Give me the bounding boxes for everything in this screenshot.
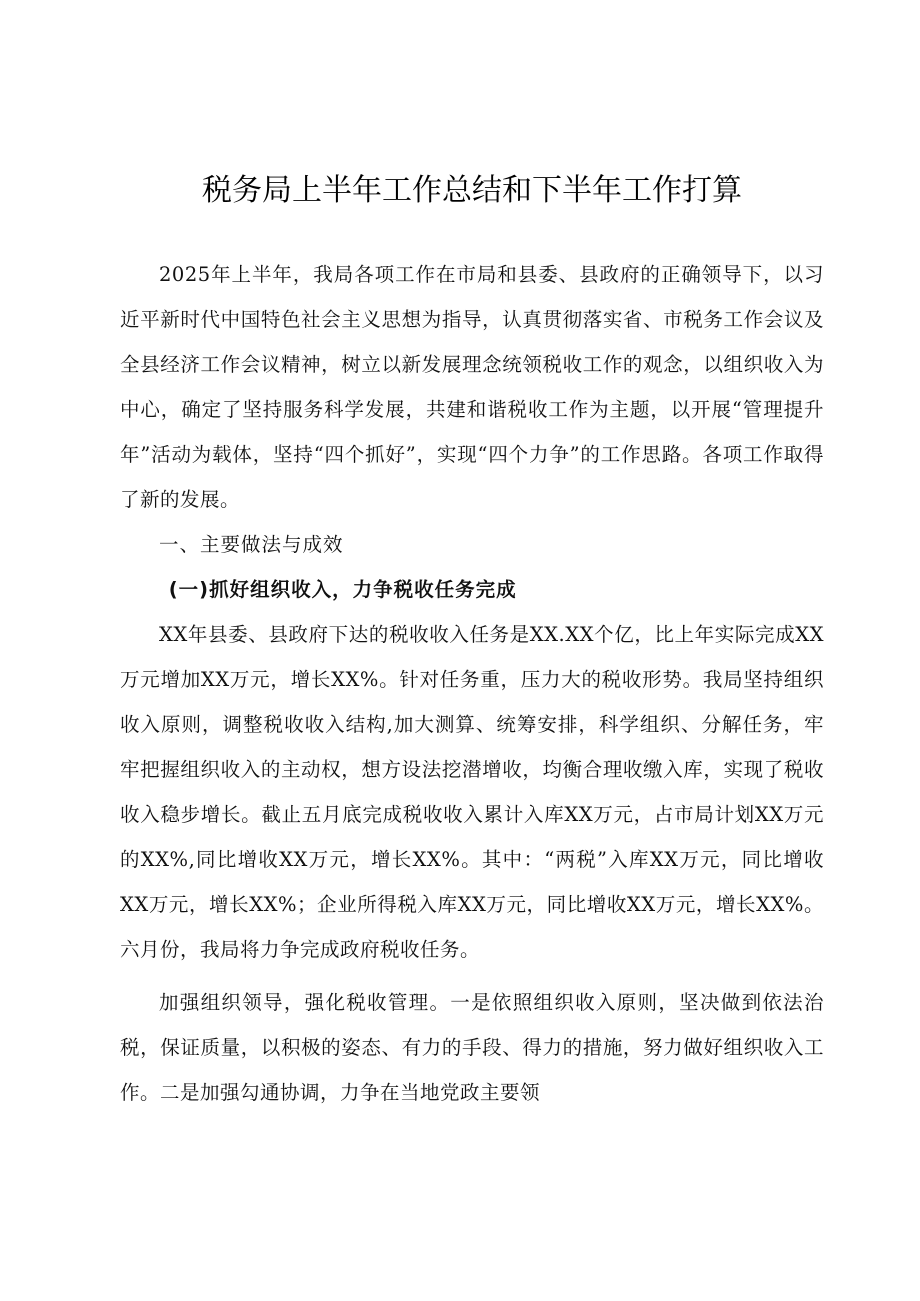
document-body bbox=[120, 252, 824, 1115]
management-paragraph: 加强组织领导，强化税收管理。一是依照组织收入原则，坚决做到依法治税，保证质量，以积极的姿态、有力的手段、得力的措施，努力做好组织收入工作。二是加强勾通协调，力争在当地党政主要领 bbox=[120, 991, 824, 1104]
intro-paragraph: 2025年上半年，我局各项工作在市局和县委、县政府的正确领导下，以习近平新时代中国特色社会主义思想为指导，认真贯彻落实省、市税务工作会议及全县经济工作会议精神，树立以新发展理念统领税收工作的观念，以组织收入为中心，确定了坚持服务科学发展，共建和谐税收工作为主题，以开展“管理提升年”活动为载体，坚持“四个抓好”，实现“四个力争”的工作思路。各项工作取得了新的发展。 bbox=[120, 263, 824, 511]
revenue-paragraph: XX年县委、县政府下达的税收收入任务是XX.XX个亿，比上年实际完成XX万元增加XX万元，增长XX%。针对任务重，压力大的税收形势。我局坚持组织收入原则，调整税收收入结构,加大测算、统筹安排，科学组织、分解任务，牢牢把握组织收入的主动权，想方设法挖潜增收，均衡合理收缴入库，实现了税收收入稳步增长。截止五月底完成税收收入累计入库XX万元，占市局计划XX万元的XX%,同比增收XX万元，增长XX%。其中：“两税”入库XX万元，同比增收XX万元，增长XX%；企业所得税入库XX万元，同比增收XX万元，增长XX%。六月份，我局将力争完成政府税收任务。 bbox=[120, 623, 824, 961]
document-title: 税务局上半年工作总结和下半年工作打算 bbox=[202, 173, 742, 208]
subsection-heading-revenue: (一)抓好组织收入，力争税收任务完成 bbox=[168, 578, 517, 601]
section-heading-main-practices: 一、主要做法与成效 bbox=[159, 533, 344, 556]
